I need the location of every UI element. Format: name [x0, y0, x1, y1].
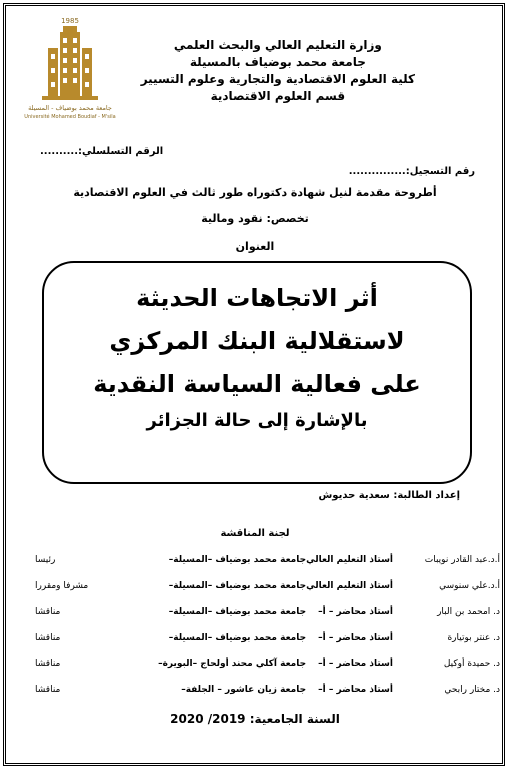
thesis-description: أطروحة مقدمة لنيل شهادة دكتوراه طور ثالث في العلوم الاقتصادية: [73, 186, 437, 199]
jury-member-rank: أستاذ محاضر – أ–: [318, 607, 393, 617]
title-line-3: على فعالية السياسة النقدية: [93, 370, 421, 398]
jury-member-rank: أستاذ محاضر – أ–: [318, 659, 393, 669]
jury-row: [35, 547, 500, 573]
jury-member-name: د. حميدة أوكيل: [443, 659, 500, 669]
university-logo: [22, 14, 118, 120]
jury-member-role: مناقشا: [35, 659, 61, 669]
jury-row: [35, 573, 500, 599]
institution-header: [141, 37, 415, 105]
jury-member-role: مناقشا: [35, 685, 61, 695]
jury-member-rank: أستاذ محاضر – أ–: [318, 633, 393, 643]
svg-text:1985: 1985: [61, 17, 79, 25]
title-line-1: أثر الاتجاهات الحديثة: [136, 284, 378, 312]
thesis-title-box: [42, 261, 472, 484]
title-line-4: بالإشارة إلى حالة الجزائر: [146, 410, 368, 431]
jury-title: لجنة المناقشة: [220, 528, 290, 539]
jury-member-role: مناقشا: [35, 607, 61, 617]
jury-member-name: أ.د.علي سنوسي: [439, 581, 500, 591]
jury-member-university: جامعة محمد بوضياف –المسيلة–: [168, 633, 307, 643]
specialty: تخصص: نقود ومالية: [201, 212, 309, 225]
jury-member-name: د. امحمد بن البار: [437, 607, 500, 617]
jury-table: [35, 547, 500, 703]
jury-member-rank: أستاذ محاضر – أ–: [318, 685, 393, 695]
jury-member-university: جامعة زيان عاشور – الجلفة–: [181, 685, 307, 695]
svg-text:جامعة محمد بوضياف - المسيلة: جامعة محمد بوضياف - المسيلة: [28, 104, 112, 112]
academic-year: السنة الجامعية: 2019/ 2020: [170, 712, 340, 726]
faculty-name: كلية العلوم الاقتصادية والتجارية وعلوم التسيير: [140, 72, 415, 86]
jury-member-rank: أستاذ التعليم العالي: [306, 581, 393, 591]
university-name: جامعة محمد بوضياف بالمسيلة: [189, 55, 366, 69]
title-label: العنوان: [235, 240, 275, 253]
jury-member-name: د. مختار رابحي: [444, 685, 500, 695]
svg-text:Université Mohamed Boudiaf - M: Université Mohamed Boudiaf - M'sila: [24, 114, 116, 120]
jury-row: [35, 625, 500, 651]
jury-row: [35, 651, 500, 677]
jury-member-university: جامعة آكلي محند أولحاج –البويرة–: [158, 659, 307, 669]
department-name: قسم العلوم الاقتصادية: [210, 89, 346, 103]
jury-member-university: جامعة محمد بوضياف –المسيلة–: [168, 555, 307, 565]
prepared-by: إعداد الطالبة: سعدية حديوش: [318, 490, 460, 501]
ministry-name: وزارة التعليم العالي والبحث العلمي: [173, 38, 382, 52]
jury-member-rank: أستاذ التعليم العالي: [306, 555, 393, 565]
jury-row: [35, 599, 500, 625]
jury-member-university: جامعة محمد بوضياف –المسيلة–: [168, 581, 307, 591]
jury-member-role: رئيسا: [35, 555, 56, 565]
jury-member-role: مناقشا: [35, 633, 61, 643]
title-line-2: لاستقلالية البنك المركزي: [109, 327, 405, 355]
jury-member-university: جامعة محمد بوضياف –المسيلة–: [168, 607, 307, 617]
jury-row: [35, 677, 500, 703]
jury-member-name: د. عنتر بوتيارة: [447, 633, 500, 643]
jury-member-role: مشرفا ومقررا: [35, 581, 89, 591]
registration-number-label: رقم التسجيل:...............: [348, 166, 475, 177]
serial-number-label: الرقم التسلسلي:..........: [40, 146, 164, 157]
jury-member-name: أ.د.عبد القادر نويبات: [424, 555, 500, 565]
